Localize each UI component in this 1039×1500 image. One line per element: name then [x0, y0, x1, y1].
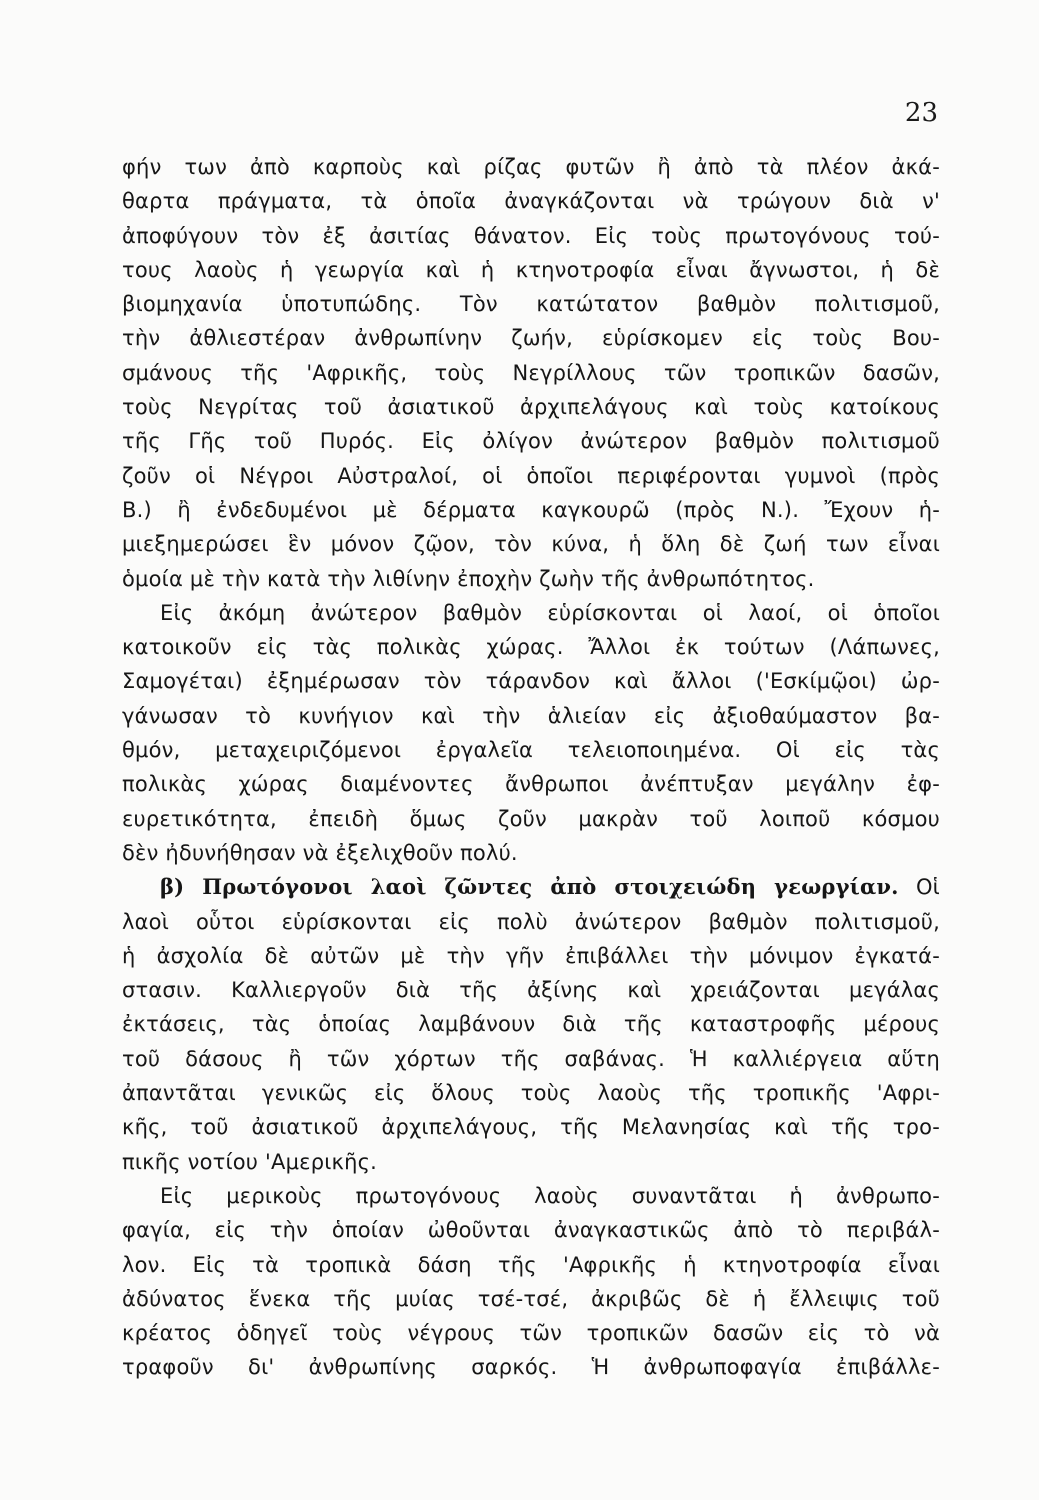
- section-heading: β) Πρωτόγονοι λαοὶ ζῶντες ἀπὸ στοιχειώδη γεωργίαν.: [160, 874, 899, 900]
- text-line: ἀδύνατος ἕνεκα τῆς μυίας τσέ-τσέ, ἀκριβῶς δὲ ἡ ἔλλειψις τοῦ: [122, 1286, 940, 1311]
- text-line: θμόν, μεταχειριζόμενοι ἐργαλεῖα τελειοποιημένα. Οἱ εἰς τὰς: [122, 738, 940, 763]
- text-line: τῆς Γῆς τοῦ Πυρός. Εἰς ὀλίγον ἀνώτερον βαθμὸν πολιτισμοῦ: [122, 429, 940, 454]
- text-line: ἀπαντᾶται γενικῶς εἰς ὅλους τοὺς λαοὺς τῆς τροπικῆς 'Αφρι-: [122, 1081, 940, 1106]
- text-line: ἀποφύγουν τὸν ἐξ ἀσιτίας θάνατον. Εἰς τοὺς πρωτογόνους τού-: [122, 223, 940, 248]
- text-line: γάνωσαν τὸ κυνήγιον καὶ τὴν ἁλιείαν εἰς ἀξιοθαύμαστον βα-: [122, 703, 940, 728]
- text-line: μιεξημερώσει ἓν μόνον ζῷον, τὸν κύνα, ἡ ὅλη δὲ ζωή των εἶναι: [122, 532, 940, 557]
- text-line: ζοῦν οἱ Νέγροι Αὐστραλοί, οἱ ὁποῖοι περιφέρονται γυμνοὶ (πρὸς: [122, 463, 940, 488]
- body-text: [122, 150, 940, 1385]
- page-number: 23: [904, 98, 938, 128]
- text-line: θαρτα πράγματα, τὰ ὁποῖα ἀναγκάζονται νὰ τρώγουν διὰ ν': [122, 189, 940, 214]
- text-line: ὁμοία μὲ τὴν κατὰ τὴν λιθίνην ἐποχὴν ζωὴν τῆς ἀνθρωπότητος.: [122, 566, 815, 591]
- text-line: λον. Εἰς τὰ τροπικὰ δάση τῆς 'Αφρικῆς ἡ κτηνοτροφία εἶναι: [122, 1252, 940, 1277]
- section-heading-line: [122, 870, 940, 904]
- text-line: τοὺς Νεγρίτας τοῦ ἀσιατικοῦ ἀρχιπελάγους καὶ τοὺς κατοίκους: [122, 395, 940, 420]
- text-line: Σαμογέται) ἐξημέρωσαν τὸν τάρανδον καὶ ἄλλοι ('Εσκίμῷοι) ὠρ-: [122, 669, 940, 694]
- text-line: τοῦ δάσους ἢ τῶν χόρτων τῆς σαβάνας. Ἡ καλλιέργεια αὕτη: [122, 1046, 940, 1071]
- text-line: Β.) ἢ ἐνδεδυμένοι μὲ δέρματα καγκουρῶ (πρὸς Ν.). Ἔχουν ἡ-: [122, 497, 940, 522]
- text-line: πολικὰς χώρας διαμένοντες ἄνθρωποι ἀνέπτυξαν μεγάλην ἐφ-: [122, 772, 940, 797]
- text-line: κρέατος ὁδηγεῖ τοὺς νέγρους τῶν τροπικῶν δασῶν εἰς τὸ νὰ: [122, 1321, 940, 1346]
- text-line: κῆς, τοῦ ἀσιατικοῦ ἀρχιπελάγους, τῆς Μελανησίας καὶ τῆς τρο-: [122, 1115, 940, 1140]
- text-line: κατοικοῦν εἰς τὰς πολικὰς χώρας. Ἄλλοι ἐκ τούτων (Λάπωνες,: [122, 635, 940, 660]
- text-line: ἡ ἀσχολία δὲ αὐτῶν μὲ τὴν γῆν ἐπιβάλλει τὴν μόνιμον ἐγκατά-: [122, 943, 940, 968]
- text-line: Εἰς ἀκόμη ἀνώτερον βαθμὸν εὑρίσκονται οἱ λαοί, οἱ ὁποῖοι: [160, 600, 940, 625]
- paragraph-3: [122, 870, 940, 1179]
- text-line: Εἰς μερικοὺς πρωτογόνους λαοὺς συναντᾶται ἡ ἀνθρωπο-: [160, 1183, 940, 1208]
- text-line: ευρετικότητα, ἐπειδὴ ὅμως ζοῦν μακρὰν τοῦ λοιποῦ κόσμου: [122, 806, 940, 831]
- text-line: βιομηχανία ὑποτυπώδης. Τὸν κατώτατον βαθμὸν πολιτισμοῦ,: [122, 292, 940, 317]
- text-line: τὴν ἀθλιεστέραν ἀνθρωπίνην ζωήν, εὑρίσκομεν εἰς τοὺς Βου-: [122, 326, 940, 351]
- text-line: στασιν. Καλλιεργοῦν διὰ τῆς ἀξίνης καὶ χρειάζονται μεγάλας: [122, 978, 940, 1003]
- text-line: ἐκτάσεις, τὰς ὁποίας λαμβάνουν διὰ τῆς καταστροφῆς μέρους: [122, 1012, 940, 1037]
- text-line: φαγία, εἰς τὴν ὁποίαν ὠθοῦνται ἀναγκαστικῶς ἀπὸ τὸ περιβάλ-: [122, 1218, 940, 1243]
- heading-tail-text: Οἱ: [898, 875, 940, 900]
- paragraph-4: [122, 1179, 940, 1385]
- text-line: δὲν ἠδυνήθησαν νὰ ἐξελιχθοῦν πολύ.: [122, 840, 518, 865]
- paragraph-2: [122, 596, 940, 870]
- text-line: λαοὶ οὗτοι εὑρίσκονται εἰς πολὺ ἀνώτερον βαθμὸν πολιτισμοῦ,: [122, 909, 940, 934]
- text-line: τραφοῦν δι' ἀνθρωπίνης σαρκός. Ἡ ἀνθρωποφαγία ἐπιβάλλε-: [122, 1355, 940, 1380]
- text-line: πικῆς νοτίου 'Αμερικῆς.: [122, 1149, 378, 1174]
- text-line: τους λαοὺς ἡ γεωργία καὶ ἡ κτηνοτροφία εἶναι ἄγνωστοι, ἡ δὲ: [122, 257, 940, 282]
- text-line: σμάνους τῆς 'Αφρικῆς, τοὺς Νεγρίλλους τῶν τροπικῶν δασῶν,: [122, 360, 940, 385]
- paragraph-1: [122, 150, 940, 596]
- text-line: φήν των ἀπὸ καρποὺς καὶ ρίζας φυτῶν ἢ ἀπὸ τὰ πλέον ἀκά-: [122, 155, 940, 179]
